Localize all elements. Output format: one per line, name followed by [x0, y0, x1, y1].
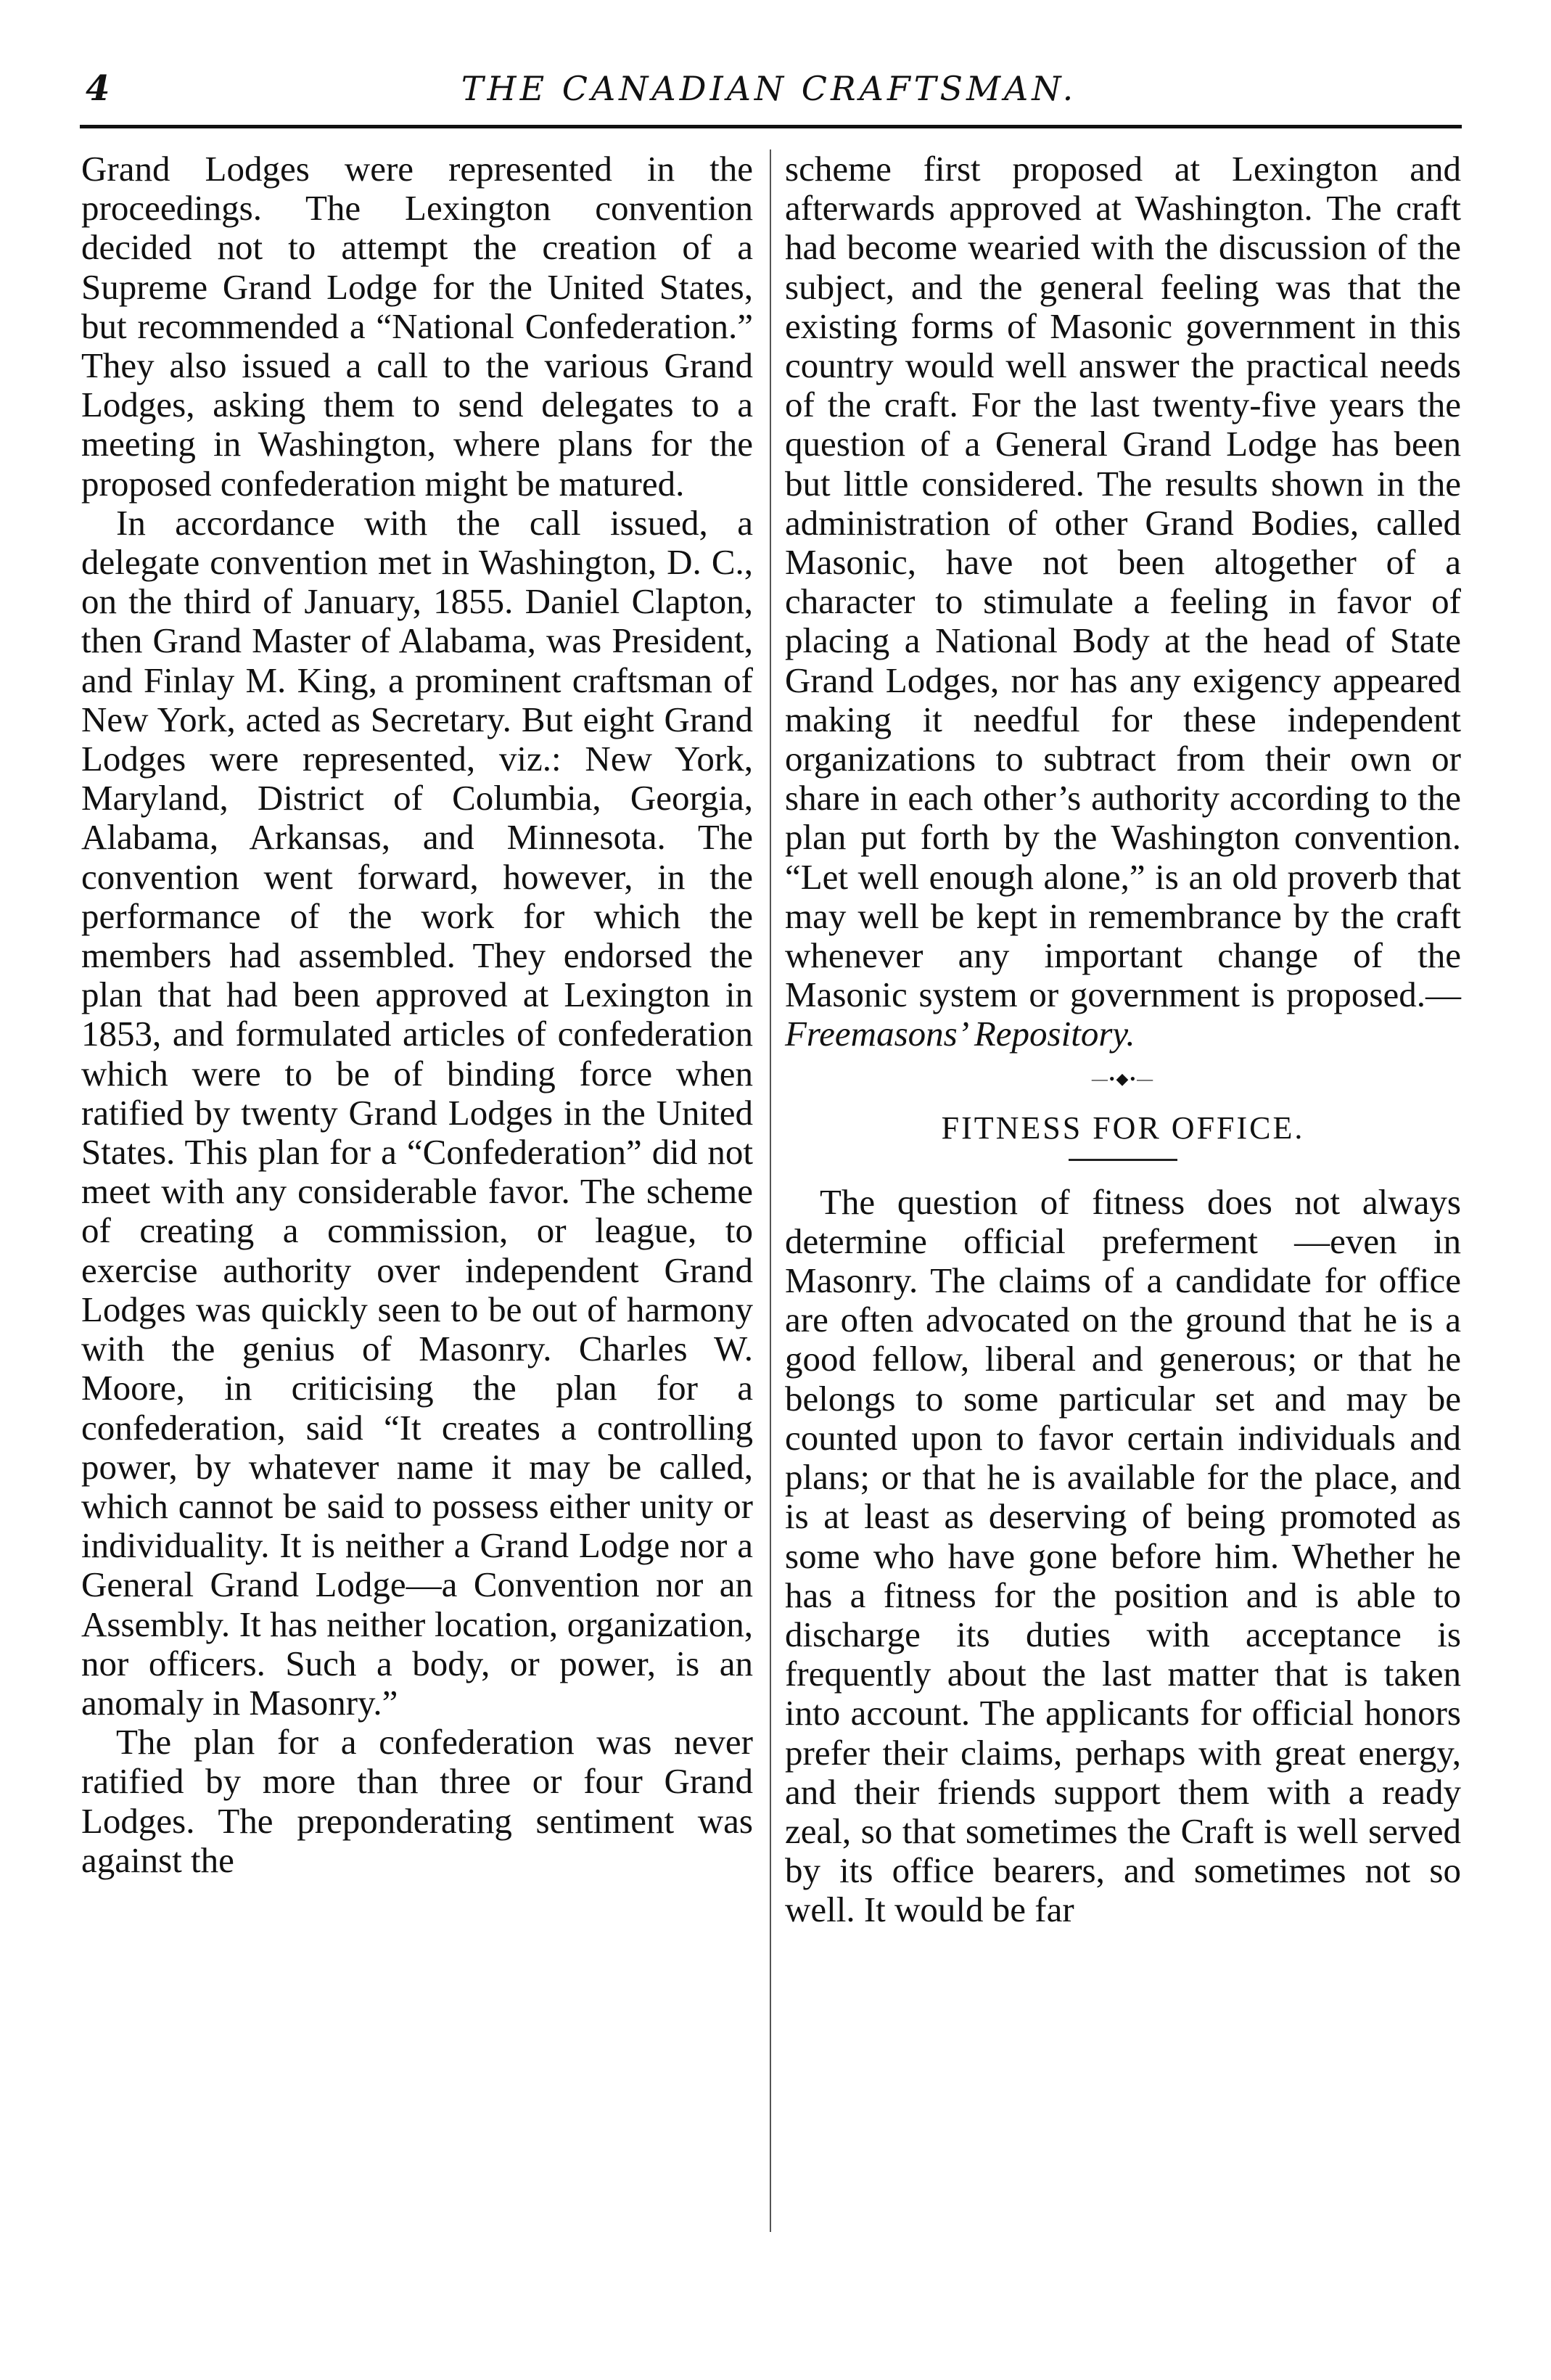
- paragraph: [785, 149, 1461, 1054]
- paragraph: In accordance with the call issued, a delegate convention met in Washington, D. C., on the third of January, 1855. Daniel Clapton, then Grand Master of Alabama, was President, and Finlay M. King, a prominent craftsman of New York, acted as Secretary. But eight Grand Lodges were represented, viz.: New York, Maryland, District of Columbia, Georgia, Alabama, Arkansas, and Minnesota. The convention went forward, however, in the performance of the work for which the members had assembled. They endorsed the plan that had been approved at Lexington in 1853, and formulated articles of confederation which were to be of binding force when ratified by twenty Grand Lodges in the United States. This plan for a “Confederation” did not meet with any considerable favor. The scheme of creating a commission, or league, to exercise authority over independent Grand Lodges was quickly seen to be out of harmony with the genius of Masonry. Charles W. Moore, in criticising the plan for a confederation, said “It creates a controlling power, by whatever name it may be called, which cannot be said to possess either unity or individuality. It is neither a Grand Lodge nor a General Grand Lodge—a Convention nor an Assembly. It has neither location, organization, nor officers. Such a body, or power, is an anomaly in Masonry.”: [81, 502, 753, 1723]
- paragraph: Grand Lodges were represented in the proceedings. The Lexington convention decided not to attempt the creation of a Supreme Grand Lodge for the United States, but recommended a “National Confederation.” They also issued a call to the various Grand Lodges, asking them to send delegates to a meeting in Washington, where plans for the proposed confederation might be matured.: [81, 149, 753, 504]
- section-heading: FITNESS FOR OFFICE.: [941, 1109, 1305, 1146]
- paragraph: The question of fitness does not always determine official preferment —even in Masonry. The claims of a candidate for office are often advocated on the ground that he is a good fellow, liberal and generous; or that he belongs to some particular set and may be counted upon to favor certain individuals and plans; or that he is available for the place, and is at least as deserving of being promoted as some who have gone before him. Whether he has a fitness for the position and is able to discharge its duties with acceptance is frequently about the last matter that is taken into account. The applicants for official honors prefer their claims, perhaps with great energy, and their friends support them with a ready zeal, so that sometimes the Craft is well served by its office bearers, and sometimes not so well. It would be far: [785, 1181, 1461, 1930]
- source-citation: Freemasons’ Repository.: [785, 1014, 1135, 1054]
- page-number: 4: [86, 68, 110, 109]
- section-ornament: —•◆•—: [1091, 1069, 1155, 1088]
- right-column: [785, 149, 1461, 2246]
- paragraph-text: scheme first proposed at Lexington and afterwards approved at Washington. The craft had become wearied with the discussion of the subject, and the general feeling was that the existing forms of Masonic government in this country would well answer the practical needs of the craft. For the last twenty-five years the question of a General Grand Lodge has been but little considered. The results shown in the administration of other Grand Bodies, called Masonic, have not been altogether of a character to stimulate a feeling in favor of placing a National Body at the head of State Grand Lodges, nor has any exigency appeared making it needful for these independent organizations to subtract from their own or share in each other’s authority according to the plan put forth by the Washington convention. “Let well enough alone,” is an old proverb that may well be kept in remembrance by the craft whenever any important change of the Masonic system or government is proposed.—: [785, 149, 1461, 1015]
- heading-rule: [1069, 1159, 1177, 1161]
- left-column: [81, 149, 753, 2246]
- page-header: [80, 70, 1458, 113]
- header-rule: [80, 125, 1462, 128]
- running-title: THE CANADIAN CRAFTSMAN.: [461, 69, 1077, 108]
- column-divider: [770, 149, 771, 2232]
- paragraph: The plan for a confederation was never ratified by more than three or four Grand Lodges. The preponderating sentiment was against the: [81, 1722, 753, 1880]
